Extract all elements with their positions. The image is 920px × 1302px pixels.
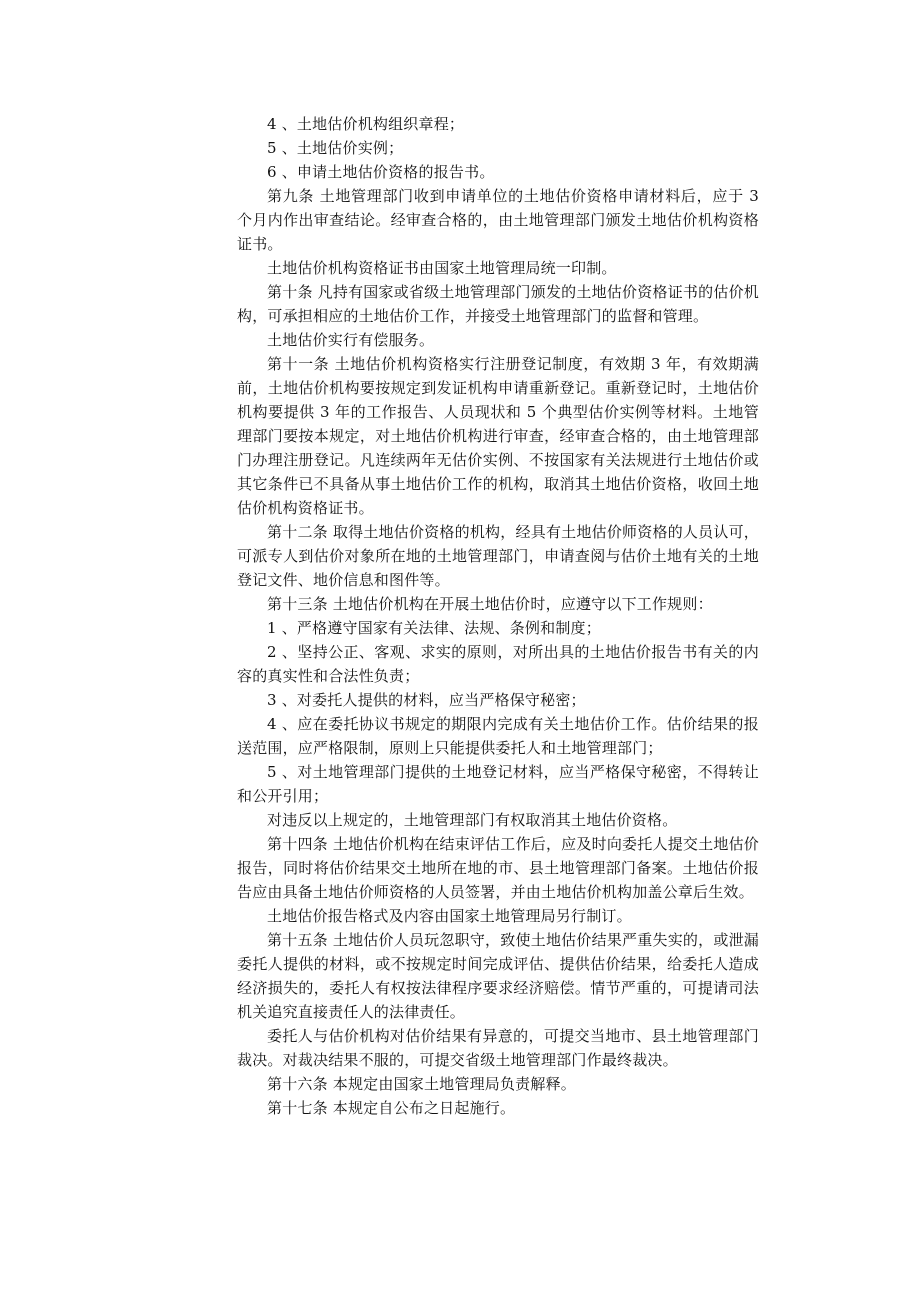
document-body — [237, 112, 759, 1120]
article-10: 第十条 凡持有国家或省级土地管理部门颁发的土地估价资格证书的估价机构，可承担相应的土地估价工作，并接受土地管理部门的监督和管理。 — [237, 283, 759, 325]
article-12: 第十二条 取得土地估价资格的机构，经具有土地估价师资格的人员认可，可派专人到估价对象所在地的土地管理部门，申请查阅与估价土地有关的土地登记文件、地价信息和图件等。 — [237, 523, 759, 589]
paragraph: 委托人与估价机构对估价结果有异意的，可提交当地市、县土地管理部门裁决。对裁决结果不服的，可提交省级土地管理部门作最终裁决。 — [237, 1027, 759, 1069]
article-17: 第十七条 本规定自公布之日起施行。 — [267, 1099, 516, 1117]
paragraph: 土地估价实行有偿服务。 — [267, 331, 435, 349]
list-item: 5 、土地估价实例； — [267, 139, 404, 157]
paragraph: 土地估价机构资格证书由国家土地管理局统一印制。 — [267, 259, 617, 277]
list-item: 4 、土地估价机构组织章程； — [267, 115, 465, 133]
paragraph: 土地估价报告格式及内容由国家土地管理局另行制订。 — [267, 907, 632, 925]
article-15: 第十五条 土地估价人员玩忽职守，致使土地估价结果严重失实的，或泄漏委托人提供的材料，或不按规定时间完成评估、提供估价结果，给委托人造成经济损失的，委托人有权按法律程序要求经济赔偿。情节严重的，可提请司法机关追究直接责任人的法律责任。 — [237, 931, 759, 1021]
list-item: 6 、申请土地估价资格的报告书。 — [267, 163, 495, 181]
list-item: 1 、严格遵守国家有关法律、法规、条例和制度； — [267, 619, 601, 637]
list-item: 5 、对土地管理部门提供的土地登记材料，应当严格保守秘密，不得转让和公开引用； — [237, 763, 759, 805]
article-14: 第十四条 土地估价机构在结束评估工作后，应及时向委托人提交土地估价报告，同时将估价结果交土地所在地的市、县土地管理部门备案。土地估价报告应由具备土地估价师资格的人员签署，并由土地估价机构加盖公章后生效。 — [237, 835, 759, 901]
article-16: 第十六条 本规定由国家土地管理局负责解释。 — [267, 1075, 576, 1093]
article-13: 第十三条 土地估价机构在开展土地估价时，应遵守以下工作规则： — [267, 595, 713, 613]
list-item: 2 、坚持公正、客观、求实的原则，对所出具的土地估价报告书有关的内容的真实性和合法性负责； — [237, 643, 759, 685]
article-9: 第九条 土地管理部门收到申请单位的土地估价资格申请材料后，应于 3 个月内作出审查结论。经审查合格的，由土地管理部门颁发土地估价机构资格证书。 — [237, 187, 759, 253]
paragraph: 对违反以上规定的，土地管理部门有权取消其土地估价资格。 — [267, 811, 678, 829]
article-11: 第十一条 土地估价机构资格实行注册登记制度，有效期 3 年，有效期满前，土地估价机构要按规定到发证机构申请重新登记。重新登记时，土地估价机构要提供 3 年的工作报告、人员现状和 5 个典型估价实例等材料。土地管理部门要按本规定，对土地估价机构进行审查，经审查合格的，由土地管理部门办理注册登记。凡连续两年无估价实例、不按国家有关法规进行土地估价或其它条件已不具备从事土地估价工作的机构，取消其土地估价资格，收回土地估价机构资格证书。 — [237, 355, 759, 517]
list-item: 4 、应在委托协议书规定的期限内完成有关土地估价工作。估价结果的报送范围，应严格限制，原则上只能提供委托人和土地管理部门； — [237, 715, 759, 757]
list-item: 3 、对委托人提供的材料，应当严格保守秘密； — [267, 691, 586, 709]
